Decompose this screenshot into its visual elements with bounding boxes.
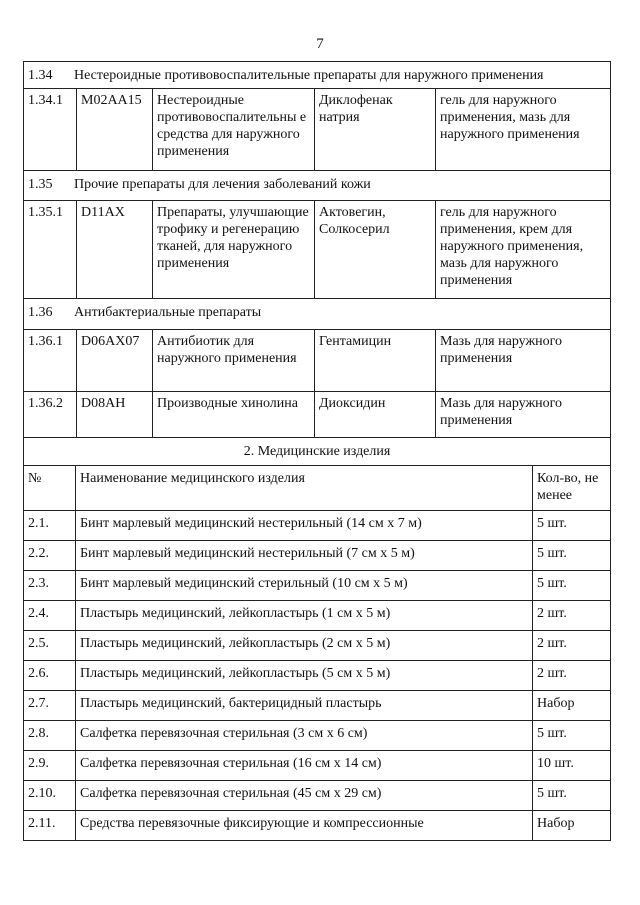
drug-group: Препараты, улучшающие трофику и регенерацию тканей, для наружного применения — [153, 201, 315, 299]
drug-form: Мазь для наружного применения — [436, 392, 611, 438]
item-row — [24, 541, 611, 571]
item-num: 2.8. — [24, 721, 76, 751]
item-num: 2.2. — [24, 541, 76, 571]
item-qty: Набор — [533, 691, 611, 721]
drug-code: 1.36.1 — [24, 330, 77, 392]
item-row — [24, 631, 611, 661]
item-qty: 5 шт. — [533, 721, 611, 751]
page-number: 7 — [316, 36, 324, 52]
drug-row — [24, 330, 611, 392]
item-num: 2.4. — [24, 601, 76, 631]
item-name: Салфетка перевязочная стерильная (45 см х 29 см) — [76, 781, 533, 811]
drug-name: Актовегин, Солкосерил — [315, 201, 436, 299]
item-name: Бинт марлевый медицинский нестерильный (7 см х 5 м) — [76, 541, 533, 571]
item-qty: 2 шт. — [533, 601, 611, 631]
item-num: 2.3. — [24, 571, 76, 601]
item-name: Бинт марлевый медицинский нестерильный (14 см х 7 м) — [76, 511, 533, 541]
item-row — [24, 721, 611, 751]
item-row — [24, 811, 611, 841]
header-num: № — [24, 466, 76, 511]
drug-code: 1.36.2 — [24, 392, 77, 438]
drug-name: Диклофенак натрия — [315, 89, 436, 171]
item-qty: 2 шт. — [533, 661, 611, 691]
item-num: 2.5. — [24, 631, 76, 661]
section-code: 1.36 — [28, 305, 53, 320]
item-qty: 5 шт. — [533, 781, 611, 811]
item-row — [24, 661, 611, 691]
drug-name: Гентамицин — [315, 330, 436, 392]
items-section-title: 2. Медицинские изделия — [24, 438, 611, 466]
drug-row — [24, 89, 611, 171]
item-name: Салфетка перевязочная стерильная (3 см х 6 см) — [76, 721, 533, 751]
item-num: 2.10. — [24, 781, 76, 811]
item-name: Пластырь медицинский, бактерицидный пластырь — [76, 691, 533, 721]
item-row — [24, 691, 611, 721]
item-qty: 5 шт. — [533, 571, 611, 601]
item-row — [24, 781, 611, 811]
drug-form: гель для наружного применения, мазь для наружного применения — [436, 89, 611, 171]
drug-row — [24, 201, 611, 299]
header-name: Наименование медицинского изделия — [76, 466, 533, 511]
item-qty: 5 шт. — [533, 511, 611, 541]
item-row — [24, 751, 611, 781]
item-name: Пластырь медицинский, лейкопластырь (2 см х 5 м) — [76, 631, 533, 661]
drug-group: Нестероидные противовоспалительны е средства для наружного применения — [153, 89, 315, 171]
medical-items-table — [23, 437, 611, 841]
drug-row — [24, 392, 611, 438]
section-title: Прочие препараты для лечения заболеваний кожи — [74, 177, 371, 192]
drug-atc: D06AX07 — [77, 330, 153, 392]
section-row — [24, 62, 611, 89]
drug-atc: M02AA15 — [77, 89, 153, 171]
drug-form: гель для наружного применения, крем для наружного применения, мазь для наружного применения — [436, 201, 611, 299]
drug-name: Диоксидин — [315, 392, 436, 438]
drug-code: 1.34.1 — [24, 89, 77, 171]
header-qty: Кол-во, не менее — [533, 466, 611, 511]
drug-code: 1.35.1 — [24, 201, 77, 299]
item-name: Пластырь медицинский, лейкопластырь (5 см х 5 м) — [76, 661, 533, 691]
item-qty: Набор — [533, 811, 611, 841]
item-name: Бинт марлевый медицинский стерильный (10 см х 5 м) — [76, 571, 533, 601]
drug-form: Мазь для наружного применения — [436, 330, 611, 392]
section-title: Антибактериальные препараты — [74, 305, 262, 320]
item-name: Пластырь медицинский, лейкопластырь (1 см х 5 м) — [76, 601, 533, 631]
item-name: Средства перевязочные фиксирующие и компрессионные — [76, 811, 533, 841]
item-row — [24, 511, 611, 541]
drug-atc: D08AH — [77, 392, 153, 438]
item-qty: 10 шт. — [533, 751, 611, 781]
item-num: 2.6. — [24, 661, 76, 691]
item-num: 2.1. — [24, 511, 76, 541]
drug-atc: D11AX — [77, 201, 153, 299]
item-row — [24, 601, 611, 631]
item-num: 2.11. — [24, 811, 76, 841]
items-column-headers — [24, 466, 611, 511]
item-row — [24, 571, 611, 601]
section-title: Нестероидные противовоспалительные препараты для наружного применения — [74, 68, 544, 83]
item-qty: 5 шт. — [533, 541, 611, 571]
section-code: 1.34 — [28, 68, 53, 83]
item-name: Салфетка перевязочная стерильная (16 см х 14 см) — [76, 751, 533, 781]
section-row — [24, 171, 611, 201]
drugs-table — [23, 61, 611, 438]
item-qty: 2 шт. — [533, 631, 611, 661]
drug-group: Производные хинолина — [153, 392, 315, 438]
item-num: 2.7. — [24, 691, 76, 721]
section-row — [24, 299, 611, 330]
item-num: 2.9. — [24, 751, 76, 781]
drug-group: Антибиотик для наружного применения — [153, 330, 315, 392]
section-code: 1.35 — [28, 177, 53, 192]
items-section-header — [24, 438, 611, 466]
